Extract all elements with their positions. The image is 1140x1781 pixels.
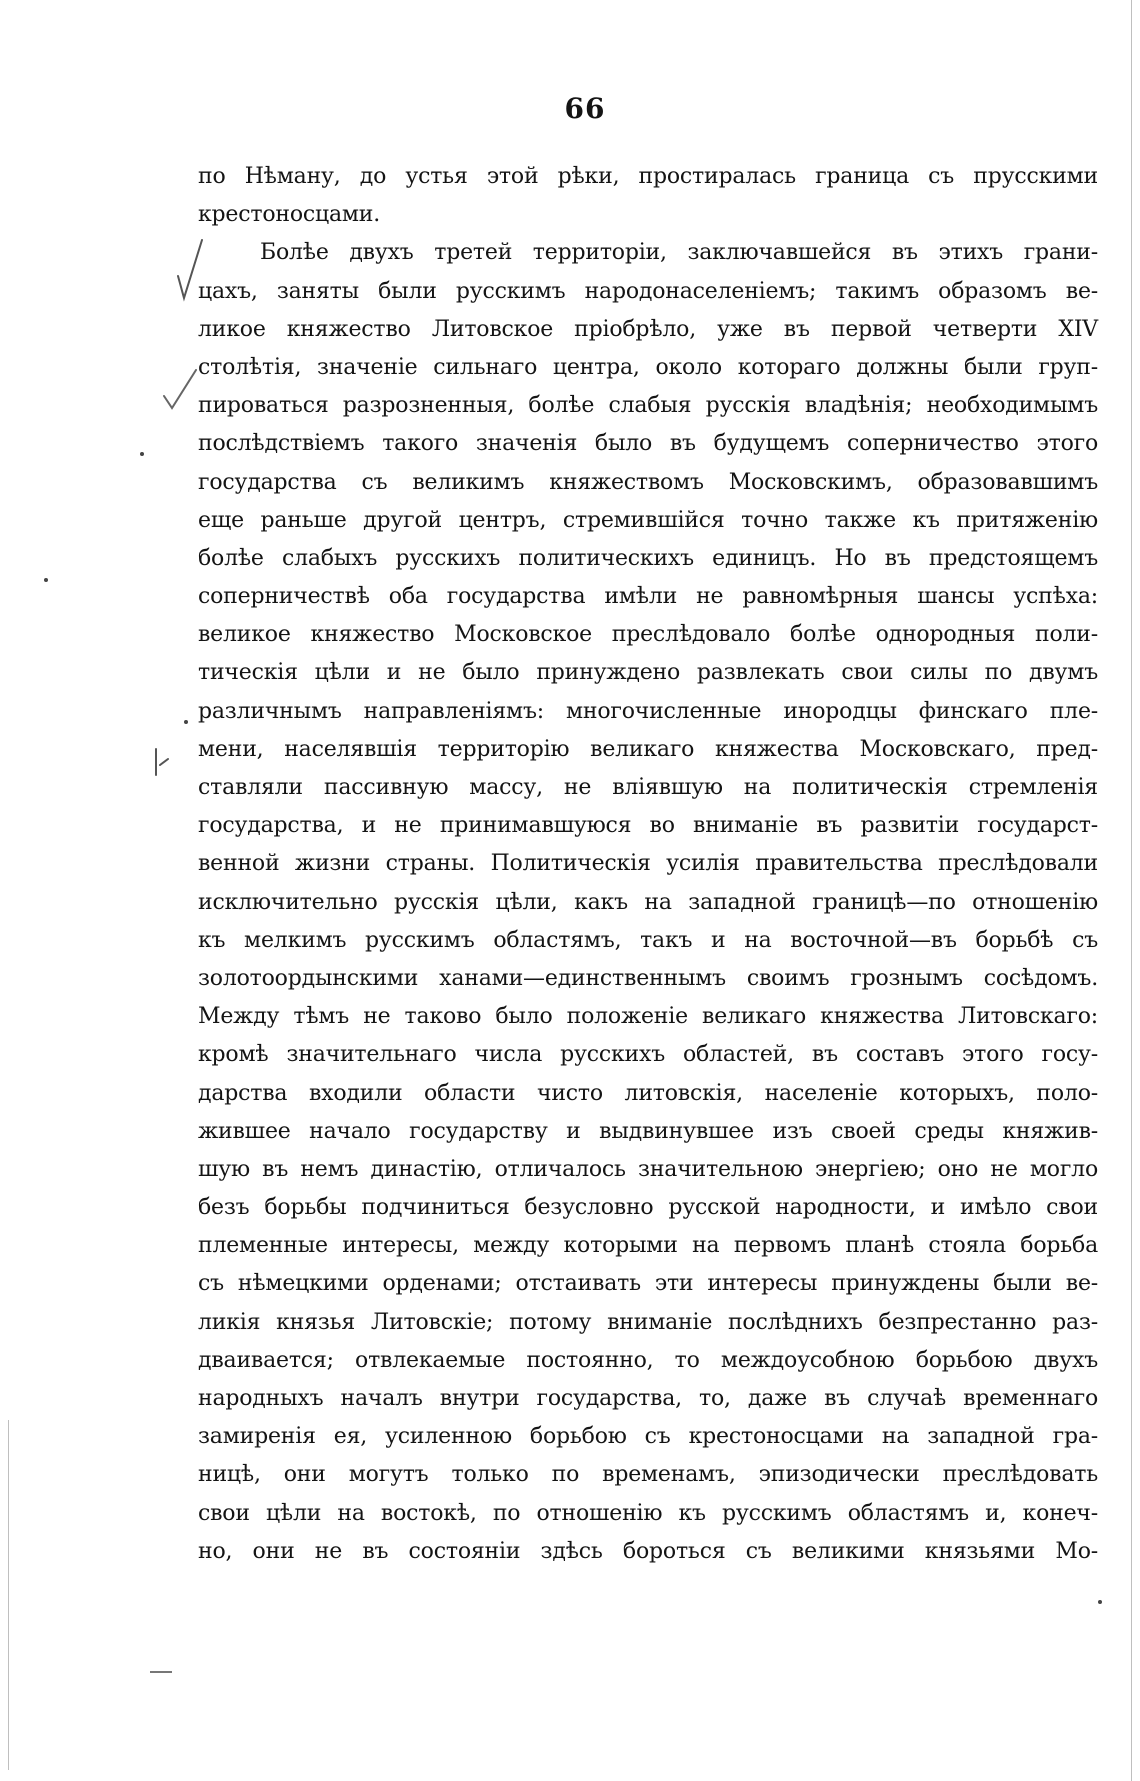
body-text bbox=[198, 158, 1098, 1571]
page-edge-right bbox=[1131, 0, 1132, 1781]
text-line: народныхъ началъ внутри государства, то, даже въ случаѣ временнаго bbox=[198, 1386, 1098, 1411]
text-line: болѣе слабыхъ русскихъ политическихъ единицъ. Но въ предстоящемъ bbox=[198, 545, 1098, 571]
text-line: племенные интересы, между которыми на первомъ планѣ стояла борьба bbox=[198, 1233, 1098, 1259]
text-line: великое княжество Московское преслѣдовало болѣе однородныя поли- bbox=[198, 622, 1098, 648]
text-line: пироваться разрозненныя, болѣе слабыя русскія владѣнія; необходимымъ bbox=[198, 393, 1098, 419]
margin-dot bbox=[1098, 1600, 1102, 1604]
page-number: 66 bbox=[564, 92, 606, 125]
checkmark-icon bbox=[160, 366, 200, 414]
text-line: Болѣе двухъ третей территоріи, заключавшейся въ этихъ грани- bbox=[260, 240, 1098, 266]
text-line: ликія князья Литовскіе; потому вниманіе послѣднихъ безпрестанно раз- bbox=[198, 1309, 1098, 1335]
text-line: кромѣ значительнаго числа русскихъ областей, въ составъ этого госу- bbox=[198, 1042, 1098, 1068]
text-line: послѣдствіемъ такого значенія было въ будущемъ соперничество этого bbox=[198, 431, 1098, 457]
pencil-mark-icon bbox=[172, 236, 206, 306]
text-line: различнымъ направленіямъ: многочисленные инородцы финскаго пле- bbox=[198, 698, 1098, 724]
text-line: дваивается; отвлекаемые постоянно, то междоусобною борьбою двухъ bbox=[198, 1347, 1098, 1373]
margin-tick-icon bbox=[150, 745, 174, 781]
text-line: цахъ, заняты были русскимъ народонаселеніемъ; такимъ образомъ ве- bbox=[198, 278, 1098, 304]
text-line: съ нѣмецкими орденами; отстаивать эти интересы принуждены были ве- bbox=[198, 1271, 1098, 1297]
text-line: тическія цѣли и не было принуждено развлекать свои силы по двумъ bbox=[198, 660, 1098, 686]
text-line: соперничествѣ оба государства имѣли не равномѣрныя шансы успѣха: bbox=[198, 584, 1098, 610]
text-line: государства, и не принимавшуюся во вниманіе въ развитіи государст- bbox=[198, 813, 1098, 839]
text-line: крестоносцами. bbox=[198, 202, 381, 228]
text-line: ликое княжество Литовское пріобрѣло, уже въ первой четверти XIV bbox=[198, 316, 1098, 342]
text-line: замиренія ея, усиленною борьбою съ крестоносцами на западной гра- bbox=[198, 1424, 1098, 1450]
margin-dot bbox=[140, 452, 144, 456]
text-line: исключительно русскія цѣли, какъ на западной границѣ—по отношенію bbox=[198, 889, 1098, 915]
text-line: свои цѣли на востокѣ, по отношенію къ русскимъ областямъ и, конеч- bbox=[198, 1500, 1098, 1526]
margin-dot bbox=[44, 578, 48, 582]
text-line: по Нѣману, до устья этой рѣки, простиралась граница съ прусскими bbox=[198, 164, 1098, 189]
margin-dot bbox=[184, 720, 188, 724]
text-line: жившее начало государству и выдвинувшее изъ своей среды княжив- bbox=[198, 1118, 1098, 1144]
text-line: къ мелкимъ русскимъ областямъ, такъ и на восточной—въ борьбѣ съ bbox=[198, 927, 1098, 953]
text-line: золотоордынскими ханами—единственнымъ своимъ грознымъ сосѣдомъ. bbox=[198, 965, 1098, 991]
margin-dash bbox=[150, 1671, 172, 1673]
text-line: венной жизни страны. Политическія усилія правительства преслѣдовали bbox=[198, 851, 1098, 877]
text-line: столѣтія, значеніе сильнаго центра, около котораго должны были груп- bbox=[198, 354, 1098, 380]
page-edge-left bbox=[8, 1420, 9, 1770]
text-line: ницѣ, они могутъ только по временамъ, эпизодически преслѣдовать bbox=[198, 1462, 1098, 1488]
text-line: ставляли пассивную массу, не вліявшую на политическія стремленія bbox=[198, 775, 1098, 800]
text-line: дарства входили области чисто литовскія, населеніе которыхъ, поло- bbox=[198, 1080, 1098, 1106]
text-line: мени, населявшія территорію великаго княжества Московскаго, пред- bbox=[198, 736, 1098, 762]
text-line: шую въ немъ династію, отличалось значительною энергіею; оно не могло bbox=[198, 1156, 1098, 1182]
text-line: еще раньше другой центръ, стремившійся точно также къ притяженію bbox=[198, 507, 1098, 533]
text-line: государства съ великимъ княжествомъ Московскимъ, образовавшимъ bbox=[198, 469, 1098, 495]
text-line: безъ борьбы подчиниться безусловно русской народности, и имѣло свои bbox=[198, 1195, 1098, 1221]
text-line: Между тѣмъ не таково было положеніе великаго княжества Литовскаго: bbox=[198, 1004, 1098, 1030]
text-line: но, они не въ состояніи здѣсь бороться съ великими князьями Мо- bbox=[198, 1538, 1098, 1564]
